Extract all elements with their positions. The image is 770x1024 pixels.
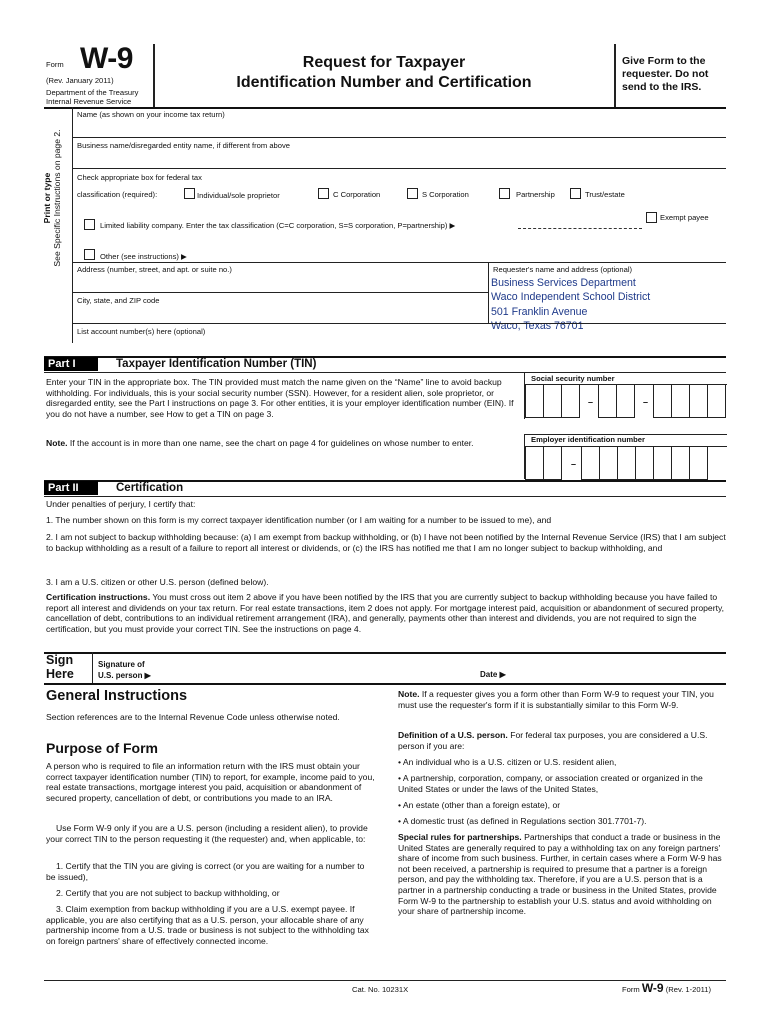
signature-line-2: U.S. person ▶ (98, 671, 151, 680)
footer-form-word: Form (622, 985, 640, 994)
part-1-note (46, 438, 486, 449)
bullet-2: • A partnership, corporation, company, or association created or organized in the United States or under the laws of the United States, (398, 773, 703, 794)
ein-dash: – (571, 459, 577, 469)
partnership-checkbox[interactable] (499, 188, 510, 199)
address-label: Address (number, street, and apt. or suite no.) (77, 265, 232, 274)
sign-word: Sign (46, 653, 74, 667)
cert-intro: Under penalties of perjury, I certify that: (46, 499, 196, 509)
purpose-p3: 1. Certify that the TIN you are giving is correct (or you are waiting for a number to be issued), (46, 861, 365, 882)
side-label (42, 78, 62, 318)
ssn-dash-2: – (643, 397, 649, 407)
trust-estate-checkbox[interactable] (570, 188, 581, 199)
right-note-text: If a requester gives you a form other than Form W-9 to request your TIN, you must use the requester's form if it is substantially similar to this Form W-9. (398, 689, 714, 710)
llc-checkbox[interactable] (84, 219, 95, 230)
side-print-or-type: Print or type (42, 172, 52, 224)
ssn-label: Social security number (531, 374, 615, 383)
part-1-text: Enter your TIN in the appropriate box. The TIN provided must match the name given on the “Name” line to avoid backup withholding. For individuals, this is your social security number (SSN). However, for a resident alien, sole proprietor, or disregarded entity, see the Part I instructions on page 3. For other entities, it is your employer identification number (EIN). If you do not have a number, see How to get a TIN on page 3. (46, 377, 514, 419)
here-word: Here (46, 667, 74, 681)
s-corporation-checkbox[interactable] (407, 188, 418, 199)
tax-class-label-1: Check appropriate box for federal tax (77, 173, 202, 182)
exempt-payee-checkbox[interactable] (646, 212, 657, 223)
cert-item-2 (46, 532, 726, 553)
date-field[interactable] (514, 666, 714, 680)
cat-number: Cat. No. 10231X (352, 985, 409, 994)
account-label: List account number(s) here (optional) (77, 327, 206, 336)
bullet-3: • An estate (other than a foreign estate), or (398, 800, 561, 810)
cert-instructions (46, 592, 726, 634)
footer-form-id (622, 981, 711, 995)
purpose-heading: Purpose of Form (46, 740, 159, 756)
irs-label: Internal Revenue Service (46, 97, 132, 106)
cert-instructions-text: You must cross out item 2 above if you have been notified by the IRS that you are currently subject to backup withholding because you have failed to report all interest and dividends on your tax return. For real estate transactions, item 2 does not apply. For mortgage interest paid, acquisition or abandonment of secured property, cancellation of debt, contributions to an individual retirement arrangement (IRA), and generally, payments other than interest and dividends, you are not required to sign the certification, but you must provide your correct TIN. See the instructions on page 4. (46, 592, 724, 634)
city-input[interactable] (77, 306, 482, 320)
special-rules (398, 832, 728, 917)
s-corporation-label: S Corporation (422, 190, 469, 199)
signature-label (98, 659, 151, 681)
form-word: Form (46, 60, 64, 69)
business-name-input[interactable] (77, 152, 717, 166)
general-intro: Section references are to the Internal Revenue Code unless otherwise noted. (46, 712, 340, 722)
us-person-definition (398, 730, 728, 751)
right-note-bold: Note. (398, 689, 420, 699)
exempt-payee-label: Exempt payee (660, 213, 709, 222)
other-checkbox[interactable] (84, 249, 95, 260)
llc-classification-line[interactable] (518, 228, 642, 229)
special-rules-text: Partnerships that conduct a trade or business in the United States are generally required to pay a withholding tax on any foreign partners' share of income from such business. Further, in certain cases where a Form W-9 has not been received, a partnership is required to presume that a partner is a foreign person, and pay the withholding tax. Therefore, if you are a U.S. person that is a partner in a partnership conducting a trade or business in the United States, provide Form W-9 to the partnership to establish your U.S. status and avoid withholding on your share of partnership income. (398, 832, 722, 917)
bullet-1: • An individual who is a U.S. citizen or U.S. resident alien, (398, 757, 617, 767)
bullet-4: • A domestic trust (as defined in Regulations section 301.7701-7). (398, 816, 647, 826)
signature-line-1: Signature of (98, 660, 145, 669)
requester-line-3: 501 Franklin Avenue (491, 305, 588, 318)
ssn-box[interactable] (524, 384, 727, 419)
account-input[interactable] (77, 337, 717, 347)
cert-item-3: 3. I am a U.S. citizen or other U.S. person (defined below). (46, 577, 269, 587)
partnership-label: Partnership (516, 190, 555, 199)
ssn-dash-1: – (588, 397, 594, 407)
requester-line-4: Waco, Texas 76701 (491, 319, 584, 332)
ein-box[interactable] (524, 446, 727, 479)
footer-form-number: W-9 (641, 981, 664, 995)
cert-instructions-bold: Certification instructions. (46, 592, 151, 602)
individual-label: Individual/sole proprietor (197, 191, 280, 200)
department: Department of the Treasury (46, 88, 139, 97)
us-person-definition-text: For federal tax purposes, you are considered a U.S. person if you are: (398, 730, 708, 751)
title-line-1: Request for Taxpayer (302, 54, 466, 71)
ein-label: Employer identification number (531, 435, 645, 444)
name-input[interactable] (77, 121, 717, 135)
footer-rev: (Rev. 1-2011) (665, 985, 712, 994)
trust-estate-label: Trust/estate (585, 190, 625, 199)
requester-address (491, 276, 723, 332)
date-label: Date ▶ (480, 670, 506, 679)
requester-line-1: Business Services Department (491, 277, 636, 289)
c-corporation-checkbox[interactable] (318, 188, 329, 199)
sign-here-label (46, 653, 74, 681)
cert-item-2-text: 2. I am not subject to backup withholding because: (a) I am exempt from backup withholding, or (b) I have not been notified by the Internal Revenue Service (IRS) that I am subject to backup withholding as a result of a failure to report all interest or dividends, or (c) the IRS has notified me that I am no longer subject to backup withholding, and (46, 532, 726, 553)
give-form-note: Give Form to the requester. Do not send to the IRS. (622, 55, 709, 93)
part-2-title: Certification (116, 482, 184, 494)
signature-field[interactable] (162, 666, 472, 680)
llc-label: Limited liability company. Enter the tax classification (C=C corporation, S=S corporation, P=partnership) ▶ (100, 221, 456, 230)
c-corporation-label: C Corporation (333, 190, 381, 199)
city-label: City, state, and ZIP code (77, 296, 160, 305)
requester-label: Requester's name and address (optional) (493, 265, 633, 274)
part-1-label: Part I (44, 357, 98, 371)
requester-line-2: Waco Independent School District (491, 291, 651, 304)
part-1-note-text: If the account is in more than one name, see the chart on page 4 for guidelines on whose number to enter. (69, 438, 474, 448)
title-line-2: Identification Number and Certification (236, 74, 532, 91)
tax-class-label-2: classification (required): (77, 190, 158, 199)
special-rules-bold: Special rules for partnerships. (398, 832, 522, 842)
individual-checkbox[interactable] (184, 188, 195, 199)
cert-item-1: 1. The number shown on this form is my correct taxpayer identification number (or I am waiting for a number to be issued to me), and (46, 515, 552, 525)
name-label: Name (as shown on your income tax return) (77, 110, 225, 119)
other-label: Other (see instructions) ▶ (100, 252, 187, 261)
revision: (Rev. January 2011) (46, 76, 114, 85)
part-1-note-bold: Note. (46, 438, 68, 448)
part-1-title: Taxpayer Identification Number (TIN) (116, 358, 317, 370)
business-name-label: Business name/disregarded entity name, if different from above (77, 141, 291, 150)
purpose-p4: 2. Certify that you are not subject to backup withholding, or (56, 888, 280, 898)
purpose-p5: 3. Claim exemption from backup withholding if you are a U.S. exempt payee. If applicable, you are also certifying that as a U.S. person, your allocable share of any partnership income from a U.S. trade or business is not subject to the withholding tax on foreign partners' share of effectively connected income. (46, 904, 369, 946)
form-number: W-9 (80, 42, 133, 75)
side-specific-instructions: See Specific Instructions on page 2. (52, 129, 62, 267)
us-person-definition-bold: Definition of a U.S. person. (398, 730, 508, 740)
purpose-p2: Use Form W-9 only if you are a U.S. person (including a resident alien), to provide your correct TIN to the person requesting it (the requester) and, when applicable, to: (46, 823, 368, 844)
purpose-p1: A person who is required to file an information return with the IRS must obtain your correct taxpayer identification number (TIN) to report, for example, income paid to you, real estate transactions, mortgage interest you paid, acquisition or abandonment of secured property, cancellation of debt, or contributions you made to an IRA. (46, 761, 375, 803)
address-input[interactable] (77, 276, 482, 290)
part-2-label: Part II (44, 481, 98, 495)
general-instructions-heading: General Instructions (46, 688, 188, 704)
right-note (398, 689, 728, 710)
